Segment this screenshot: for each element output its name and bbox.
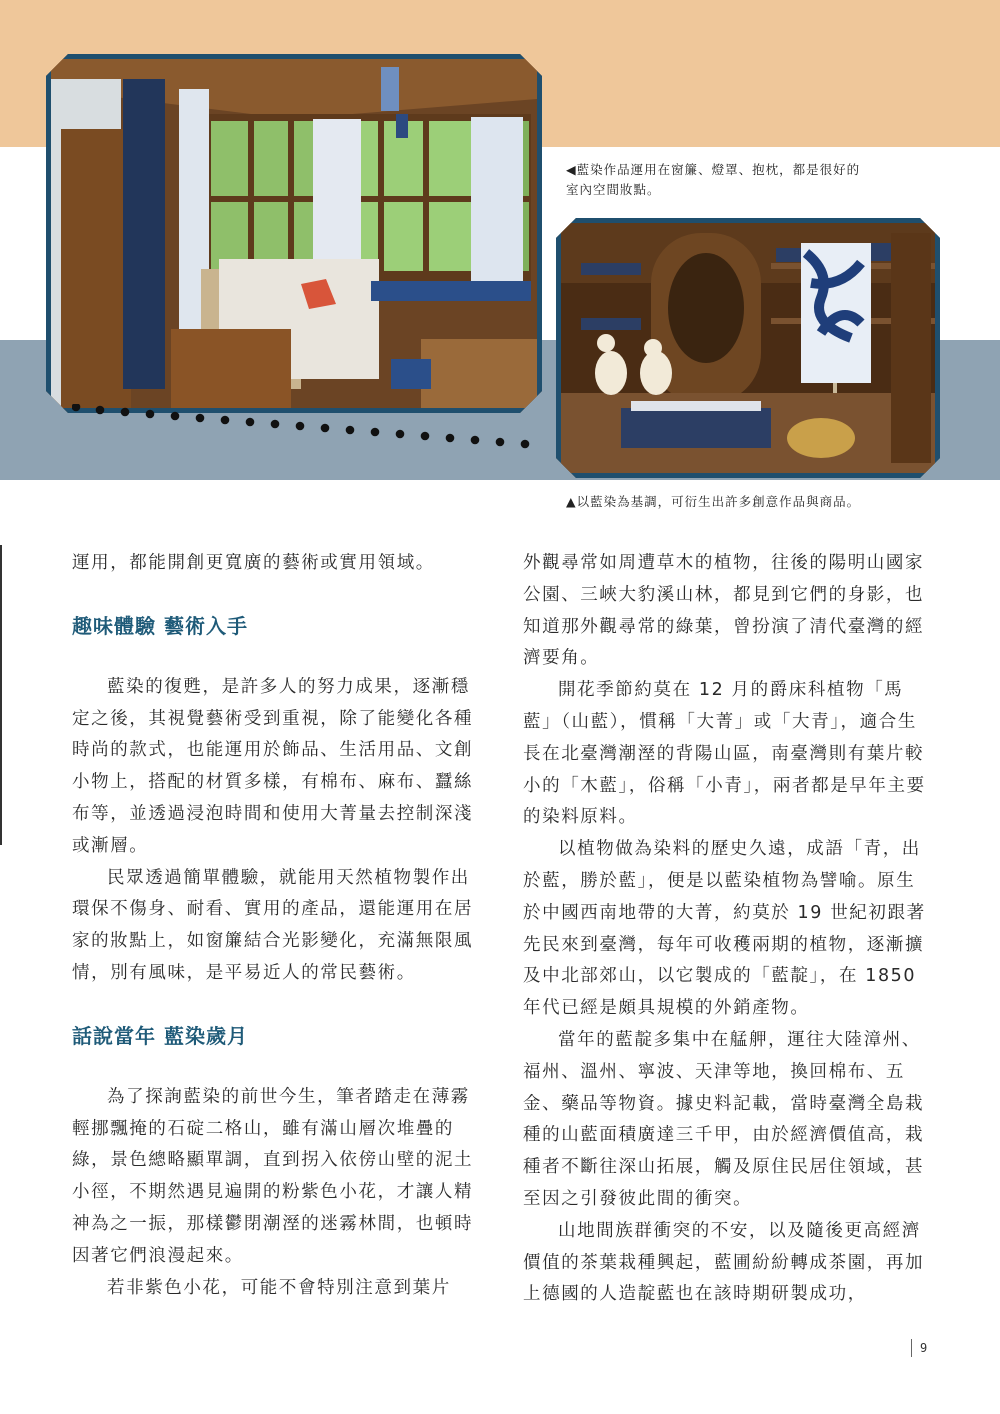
caption-shop-photo: ▲以藍染為基調，可衍生出許多創意作品與商品。	[566, 494, 861, 509]
caption-interior-photo: ◀藍染作品運用在窗簾、燈罩、抱枕，都是很好的室內空間妝點。	[566, 162, 861, 197]
photo-interior-room	[46, 54, 542, 413]
paragraph: 若非紫色小花，可能不會特別注意到葉片	[107, 1277, 451, 1298]
paragraph: 為了探詢藍染的前世今生，筆者踏走在薄霧輕挪飄掩的石碇二格山，雖有滿山層次堆疊的綠，景色總略顯單調，直到拐入依傍山壁的泥土小徑，不期然遇見遍開的粉紫色小花，才讓人精神為之一振，那樣鬱閉潮溼的迷霧林間，也頓時因著它們浪漫起來。	[72, 1086, 474, 1266]
paragraph: 藍染的復甦，是許多人的努力成果，逐漸穩定之後，其視覺藝術受到重視，除了能變化各種時尚的款式，也能運用於飾品、生活用品、文創小物上，搭配的材質多樣，有棉布、麻布、蠶絲布等，並透過浸泡時間和使用大菁量去控制深淺或漸層。	[72, 676, 474, 856]
paragraph: 開花季節約莫在 12 月的爵床科植物「馬藍」（山藍），慣稱「大菁」或「大青」，適合生長在北臺灣潮溼的背陽山區，南臺灣則有葉片較小的「木藍」，俗稱「小青」，兩者都是早年主要的染料原料。	[523, 680, 926, 828]
right-text-column	[523, 548, 928, 1311]
section-heading-interest: 趣味體驗 藝術入手	[72, 613, 248, 638]
paragraph: 民眾透過簡單體驗，就能用天然植物製作出環保不傷身、耐看、實用的產品，還能運用在居家的妝點上，如窗簾結合光影變化，充滿無限風情，別有風味，是平易近人的常民藝術。	[72, 867, 474, 983]
dotted-trail-decoration	[72, 404, 542, 454]
left-text-column	[72, 548, 477, 1304]
section-heading-history: 話說當年 藍染歲月	[72, 1023, 248, 1048]
left-edge-rule	[0, 545, 2, 845]
paragraph: 以植物做為染料的歷史久遠，成語「青，出於藍，勝於藍」，便是以藍染植物為譬喻。原生於中國西南地帶的大菁，約莫於 19 世紀初跟著先民來到臺灣，每年可收穫兩期的植物，逐漸擴及中北部郊山，以它製成的「藍靛」，在 1850 年代已經是頗具規模的外銷產物。	[523, 839, 926, 1019]
paragraph: 當年的藍靛多集中在艋舺，運往大陸漳州、福州、溫州、寧波、天津等地，換回棉布、五金、藥品等物資。據史料記載，當時臺灣全島栽種的山藍面積廣達三千甲，由於經濟價值高，栽種者不斷往深山拓展，觸及原住民居住領域，甚至因之引發彼此間的衝突。	[523, 1029, 925, 1209]
photo-shop-display	[556, 218, 940, 478]
paragraph: 山地間族群衝突的不安，以及隨後更高經濟價值的茶葉栽種興起，藍圃紛紛轉成茶園，再加上德國的人造靛藍也在該時期研製成功，	[523, 1220, 925, 1305]
paragraph: 運用，都能開創更寬廣的藝術或實用領域。	[72, 553, 435, 573]
page-number: 9	[911, 1339, 927, 1357]
paragraph: 外觀尋常如周遭草木的植物，往後的陽明山國家公園、三峽大豹溪山林，都見到它們的身影，也知道那外觀尋常的綠葉，曾扮演了清代臺灣的經濟要角。	[523, 553, 925, 669]
